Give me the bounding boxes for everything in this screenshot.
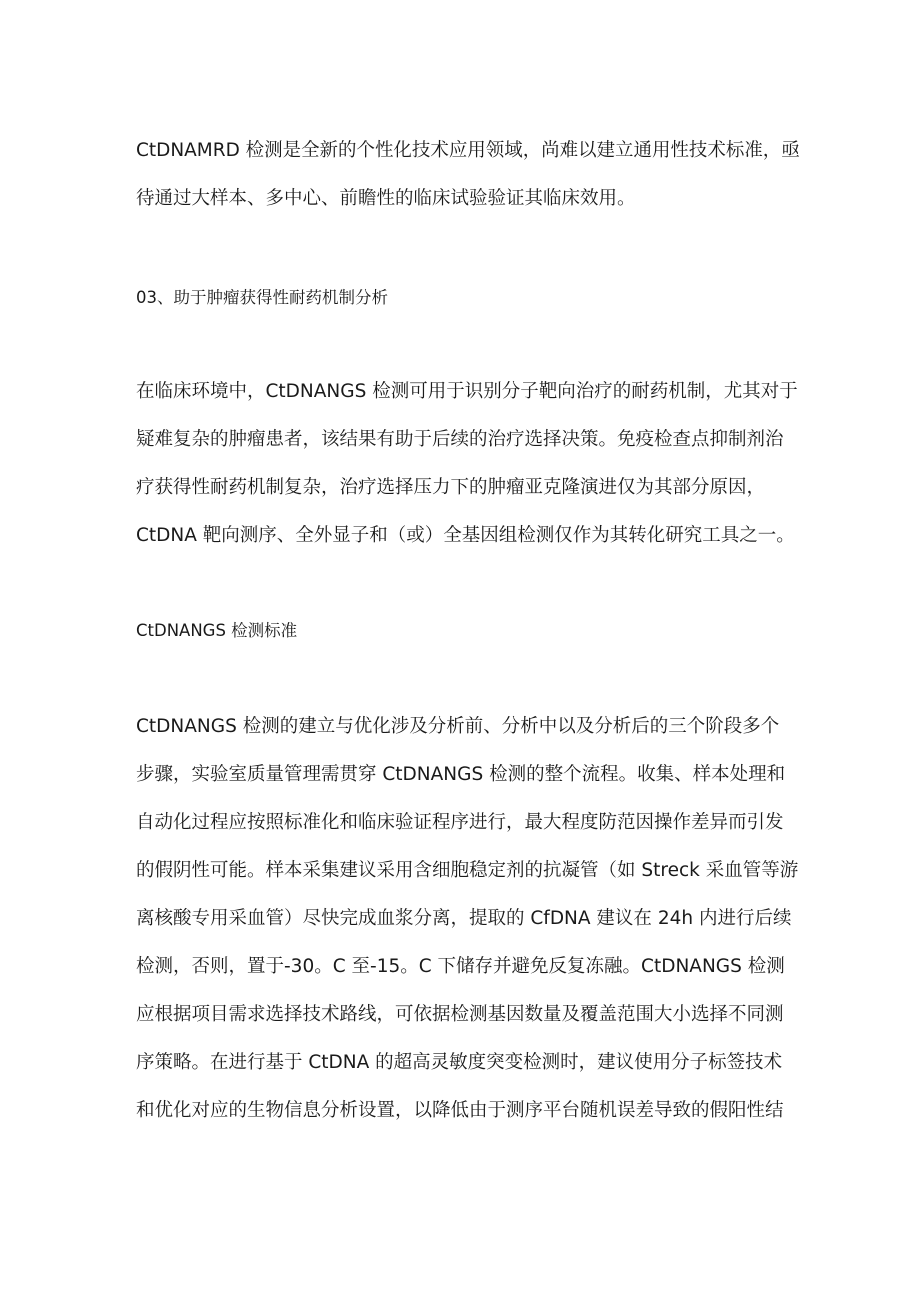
paragraph-3-line-7: 应根据项目需求选择技术路线，可依据检测基因数量及覆盖范围大小选择不同测 — [136, 1004, 784, 1025]
paragraph-3-line-8: 序策略。在进行基于 CtDNA 的超高灵敏度突变检测时，建议使用分子标签技术 — [136, 1052, 783, 1073]
paragraph-3-line-1: CtDNANGS 检测的建立与优化涉及分析前、分析中以及分析后的三个阶段多个 — [136, 716, 780, 737]
paragraph-1-line-2: 待通过大样本、多中心、前瞻性的临床试验验证其临床效用。 — [136, 188, 636, 209]
paragraph-3-line-6: 检测，否则，置于-30。C 至-15。C 下储存并避免反复冻融。CtDNANGS 检测 — [136, 956, 785, 977]
paragraph-3-line-5: 离核酸专用采血管）尽快完成血浆分离，提取的 CfDNA 建议在 24h 内进行后续 — [136, 908, 792, 929]
paragraph-3-line-3: 自动化过程应按照标准化和临床验证程序进行，最大程度防范因操作差异而引发 — [136, 812, 784, 833]
paragraph-2-line-3: 疗获得性耐药机制复杂，治疗选择压力下的肿瘤亚克隆演进仅为其部分原因， — [136, 477, 766, 498]
paragraph-2-line-1: 在临床环境中，CtDNANGS 检测可用于识别分子靶向治疗的耐药机制，尤其对于 — [136, 381, 798, 402]
paragraph-3-line-9: 和优化对应的生物信息分析设置，以降低由于测序平台随机误差导致的假阳性结 — [136, 1100, 784, 1121]
paragraph-2-line-2: 疑难复杂的肿瘤患者，该结果有助于后续的治疗选择决策。免疫检查点抑制剂治 — [136, 429, 784, 450]
paragraph-1-line-1: CtDNAMRD 检测是全新的个性化技术应用领域，尚难以建立通用性技术标准，亟 — [136, 140, 800, 161]
paragraph-3-line-4: 的假阴性可能。样本采集建议采用含细胞稳定剂的抗凝管（如 Streck 采血管等游 — [136, 860, 799, 881]
section-heading-resistance: 03、助于肿瘤获得性耐药机制分析 — [136, 288, 388, 307]
paragraph-3-line-2: 步骤，实验室质量管理需贯穿 CtDNANGS 检测的整个流程。收集、样本处理和 — [136, 764, 786, 785]
paragraph-2-line-4: CtDNA 靶向测序、全外显子和（或）全基因组检测仅作为其转化研究工具之一。 — [136, 525, 795, 546]
section-heading-ngs-standard: CtDNANGS 检测标准 — [136, 621, 298, 640]
